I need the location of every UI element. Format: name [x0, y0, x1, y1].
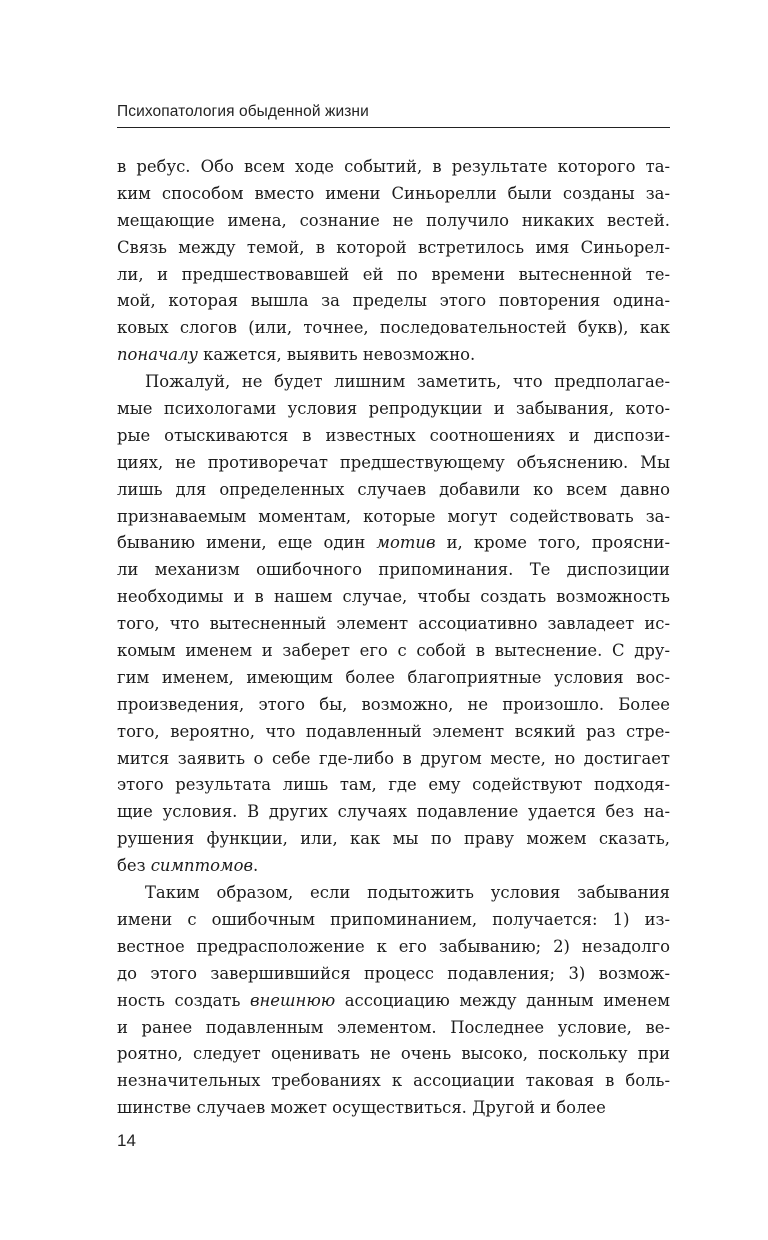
header-rule	[117, 127, 670, 128]
text-run: признаваемым моментам, которые могут содействовать за-	[117, 506, 670, 526]
text-run: Связь между темой, в которой встретилось имя Синьорел-	[117, 237, 670, 257]
text-line	[117, 477, 670, 504]
text-run: необходимы и в нашем случае, чтобы создать возможность	[117, 587, 670, 607]
text-line	[117, 1095, 670, 1122]
paragraph	[117, 369, 670, 880]
running-head-title: Психопатология обыденной жизни	[117, 103, 369, 120]
text-line	[117, 288, 670, 315]
text-run: быванию имени, еще один	[117, 533, 377, 553]
text-line	[117, 369, 670, 396]
text-line	[117, 450, 670, 477]
text-run: вестное предрасположение к его забыванию; 2) незадолго	[117, 936, 670, 956]
text-line	[117, 988, 670, 1015]
text-line	[117, 880, 670, 907]
text-line	[117, 826, 670, 853]
text-run: лишь для определенных случаев добавили ко всем давно	[117, 479, 670, 499]
text-run: кажется, выявить невозможно.	[197, 345, 476, 365]
text-run: шинстве случаев может осуществиться. Другой и более	[117, 1098, 606, 1118]
text-run: этого результата лишь там, где ему содействуют подходя-	[117, 775, 670, 795]
text-line	[117, 557, 670, 584]
text-run: комым именем и заберет его с собой в вытеснение. С дру-	[117, 641, 670, 661]
text-run: и ранее подавленным элементом. Последнее условие, ве-	[117, 1017, 670, 1037]
text-line	[117, 504, 670, 531]
text-run: Пожалуй, не будет лишним заметить, что предполагае-	[145, 372, 670, 392]
text-line	[117, 181, 670, 208]
text-line	[117, 719, 670, 746]
text-run: мещающие имена, сознание не получило никаких вестей.	[117, 210, 670, 230]
text-run: без	[117, 856, 151, 876]
text-line	[117, 692, 670, 719]
text-run: щие условия. В других случаях подавление удается без на-	[117, 802, 670, 822]
text-run: ковых слогов (или, точнее, последовательностей букв), как	[117, 318, 670, 338]
text-run: ли, и предшествовавшей ей по времени вытесненной те-	[117, 264, 670, 284]
text-run: того, вероятно, что подавленный элемент всякий раз стре-	[117, 721, 670, 741]
text-run: мые психологами условия репродукции и забывания, кото-	[117, 399, 670, 419]
text-run: циях, не противоречат предшествующему объяснению. Мы	[117, 452, 670, 472]
text-run: ли механизм ошибочного припоминания. Те диспозиции	[117, 560, 670, 580]
text-line	[117, 1041, 670, 1068]
text-run: и, кроме того, проясни-	[435, 533, 670, 553]
text-line	[117, 423, 670, 450]
emphasis-text: мотив	[376, 533, 436, 553]
text-run: рушения функции, или, как мы по праву можем сказать,	[117, 829, 670, 849]
text-run: в ребус. Обо всем ходе событий, в результате которого та-	[117, 157, 670, 176]
text-run: рые отыскиваются в известных соотношениях и диспози-	[117, 425, 670, 445]
body-text	[117, 154, 670, 1122]
text-run: до этого завершившийся процесс подавления; 3) возмож-	[117, 963, 670, 983]
text-line	[117, 315, 670, 342]
paragraph	[117, 880, 670, 1122]
emphasis-text: внешнюю	[249, 990, 336, 1010]
text-run: Таким образом, если подытожить условия забывания	[145, 883, 670, 903]
text-line	[117, 853, 670, 880]
text-line	[117, 342, 670, 369]
text-line	[117, 907, 670, 934]
text-run: того, что вытесненный элемент ассоциативно завладеет ис-	[117, 614, 670, 634]
text-run: роятно, следует оценивать не очень высоко, поскольку при	[117, 1044, 670, 1064]
text-line	[117, 961, 670, 988]
text-run: произведения, этого бы, возможно, не произошло. Более	[117, 694, 670, 714]
text-run: ность создать	[117, 990, 250, 1010]
text-run: незначительных требованиях к ассоциации таковая в боль-	[117, 1071, 670, 1091]
text-line	[117, 396, 670, 423]
text-run: ассоциацию между данным именем	[335, 990, 670, 1010]
text-run: имени с ошибочным припоминанием, получается: 1) из-	[117, 909, 670, 929]
text-line	[117, 665, 670, 692]
text-line	[117, 799, 670, 826]
emphasis-text: симптомов	[150, 856, 254, 876]
text-line	[117, 530, 670, 557]
text-line	[117, 154, 670, 181]
text-line	[117, 611, 670, 638]
text-run: .	[253, 856, 259, 876]
text-line	[117, 1068, 670, 1095]
text-line	[117, 235, 670, 262]
text-run: мой, которая вышла за пределы этого повторения одина-	[117, 291, 670, 311]
text-run: ким способом вместо имени Синьорелли были созданы за-	[117, 183, 670, 203]
page-number: 14	[117, 1131, 136, 1150]
paragraph	[117, 154, 670, 369]
text-line	[117, 638, 670, 665]
text-line	[117, 584, 670, 611]
text-line	[117, 208, 670, 235]
text-line	[117, 746, 670, 773]
text-run: гим именем, имеющим более благоприятные условия вос-	[117, 667, 670, 687]
text-line	[117, 1015, 670, 1042]
text-line	[117, 772, 670, 799]
text-line	[117, 262, 670, 289]
text-run: мится заявить о себе где-либо в другом месте, но достигает	[117, 748, 670, 768]
text-line	[117, 934, 670, 961]
emphasis-text: поначалу	[117, 345, 198, 365]
